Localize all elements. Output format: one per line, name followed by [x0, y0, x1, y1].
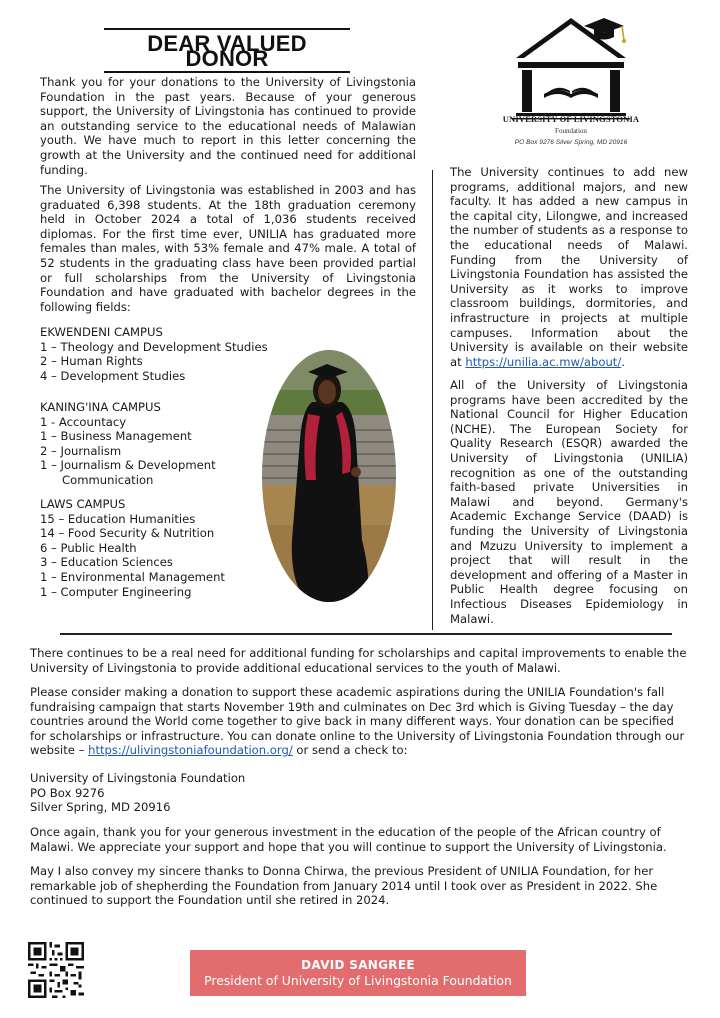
graduate-photo-image	[262, 350, 396, 602]
signatory-title: President of University of Livingstonia Foundation	[204, 973, 512, 988]
signature-block	[190, 950, 526, 996]
history-paragraph: The University of Livingstonia was established in 2003 and has graduated 6,398 students. At the 18th graduation ceremony held in October 2024 a total of 1,036 students received diplomas. For the first time ever, UNILIA has graduated more females than males, with 53% female and 47% male. A total of 52 students in the graduating class have been provided partial or full scholarships from the University of Livingstonia Foundation and have graduated with bachelor degrees in the following fields:	[40, 183, 416, 314]
campus-kaningina	[40, 400, 280, 488]
page-title: DEAR VALUED DONOR	[147, 31, 307, 71]
programs-text: The University continues to add new programs, additional majors, and new faculty. It has added a new campus in the capital city, Lilongwe, and increased the number of students as a response to the educational needs of Malawi. Funding from the University of Livingstonia Foundation has assisted the University as it works to improve classroom buildings, dormitories, and infrastructure in projects at multiple campuses. Information about the University is available on their website at	[450, 165, 688, 369]
logo-name: UNIVERSITY OF LIVINGSTONIA	[502, 114, 640, 124]
campus-list	[40, 415, 280, 488]
list-item: 2 – Human Rights	[40, 354, 143, 369]
campus-list	[40, 340, 280, 384]
list-item: 2 – Journalism	[40, 443, 122, 458]
mailing-address	[30, 771, 692, 815]
campus-list	[40, 512, 280, 600]
address-line: Silver Spring, MD 20916	[30, 800, 171, 815]
list-item: Communication	[62, 472, 154, 487]
campus-ekwendeni	[40, 325, 280, 383]
accreditation-paragraph: All of the University of Livingstonia programs have been accredited by the National Council for Higher Education (NCHE). The European Society for Quality Research (ESQR) awarded the University of Livingstonia (UNILIA) recognition as one of the outstanding faith-based private Universities in Malawi and beyond. Germany's Academic Exchange Service (DAAD) is funding the University of Livingstonia and Mzuzu University to implement a project that will result in the development and offering of a Master in Public Health degree focusing on Infectious Diseases Epidemiology in Malawi.	[450, 378, 688, 626]
signatory-name: DAVID SANGREE	[301, 958, 415, 972]
section-divider	[60, 633, 672, 635]
unilia-about-link[interactable]: https://unilia.ac.mw/about/	[465, 354, 622, 369]
list-item: 1 – Theology and Development Studies	[40, 339, 268, 354]
list-item: 1 - Accountacy	[40, 414, 127, 429]
convey-paragraph: May I also convey my sincere thanks to Donna Chirwa, the previous President of UNILIA Foundation, for her remarkable job of shepherding the Foundation from January 2014 until I took over as President in 2022. She continued to support the Foundation until she retired in 2024.	[30, 864, 658, 908]
campaign-end: or send a check to:	[296, 743, 408, 758]
list-item: 15 – Education Humanities	[40, 511, 196, 526]
programs-end: .	[621, 354, 625, 369]
list-item: 3 – Education Sciences	[40, 555, 173, 570]
logo-subtitle: Foundation	[555, 127, 587, 135]
intro-paragraph: Thank you for your donations to the University of Livingstonia Foundation in the past years. Because of your generous support, the University of Livingstonia has continued to provide an outstanding service to the educational needs of Malawian youth. We have much to report in this letter concerning the growth at the University and the continued need for additional funding.	[40, 75, 416, 177]
column-divider	[432, 170, 433, 630]
graduate-photo	[262, 350, 396, 602]
list-item: 6 – Public Health	[40, 540, 137, 555]
campus-title: KANING'INA CAMPUS	[40, 400, 161, 414]
list-item: 1 – Business Management	[40, 429, 192, 444]
list-item: 1 – Computer Engineering	[40, 584, 192, 599]
list-item: 14 – Food Security & Nutrition	[40, 526, 215, 541]
address-line: University of Livingstonia Foundation	[30, 771, 246, 785]
foundation-website-link[interactable]: https://ulivingstoniafoundation.org/	[88, 743, 293, 758]
qr-code-icon[interactable]	[28, 942, 84, 998]
campus-title: EKWENDENI CAMPUS	[40, 325, 163, 339]
list-item: 1 – Environmental Management	[40, 569, 225, 584]
programs-paragraph	[450, 165, 688, 369]
logo-address: PO Box 9276 Silver Spring, MD 20916	[514, 139, 628, 146]
campaign-text: Please consider making a donation to support these academic aspirations during the UNILIA Foundation's fall fundraising campaign that starts November 19th and culminates on Dec 3rd which is Giving Tuesday – the day countries around the World come together to give back in many different ways. Your donation can be specified for scholarships or infrastructure. You can donate online to the University of Livingstonia Foundation through our website –	[30, 685, 685, 758]
campaign-paragraph	[30, 685, 692, 758]
campus-title: LAWS CAMPUS	[40, 497, 126, 511]
need-paragraph: There continues to be a real need for additional funding for scholarships and capital improvements to enable the University of Livingstonia to provide additional educational services to the youth of Malawi.	[30, 646, 687, 675]
title-block	[104, 28, 350, 73]
title-rule-bottom	[104, 71, 350, 73]
list-item: 1 – Journalism & Development	[40, 458, 216, 473]
thanks-paragraph: Once again, thank you for your generous investment in the education of the people of the African country of Malawi. We appreciate your support and hope that you will continue to support the University of Livingstonia.	[30, 825, 667, 854]
campus-laws	[40, 497, 280, 599]
address-line: PO Box 9276	[30, 785, 105, 800]
list-item: 4 – Development Studies	[40, 368, 186, 383]
